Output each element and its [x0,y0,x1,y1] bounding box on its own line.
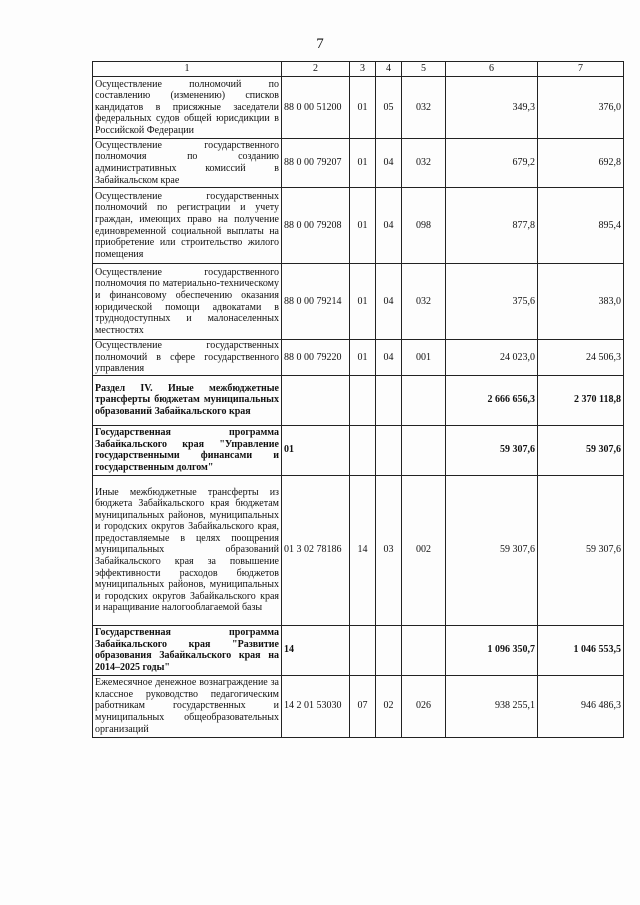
row-amount-year1: 679,2 [446,139,538,188]
row-name: Раздел IV. Иные межбюджетные трансферты бюджетам муниципальных образований Забайкальского края [93,375,282,425]
table-row-program [93,425,624,475]
table-row [93,340,624,376]
row-expense-type [402,625,446,675]
row-name: Иные межбюджетные трансферты из бюджета Забайкальского края бюджетам муниципальных районов, муниципальных и городских округов Забайкальского края, предоставляемые в целях поощрения муниципальных образований Забайкальского края за повышение эффективности расходов бюджетов муниципальных районов, муниципальных и городских округов Забайкальского края и наращивание налогооблагаемой базы [93,475,282,625]
row-amount-year2: 383,0 [538,264,624,340]
row-target-code: 88 0 00 79220 [282,340,350,376]
budget-table [92,61,624,738]
row-name: Осуществление государственного полномочия по материально-техническому и финансовому обеспечению оказания юридической помощи адвокатами в труднодоступных и малонаселенных местностях [93,264,282,340]
row-name: Осуществление государственного полномочия по созданию административных комиссий в Забайкальском крае [93,139,282,188]
row-amount-year2: 376,0 [538,77,624,139]
row-expense-type: 032 [402,264,446,340]
row-amount-year2: 59 307,6 [538,425,624,475]
row-section: 14 [350,475,376,625]
row-amount-year1: 375,6 [446,264,538,340]
row-amount-year2: 59 307,6 [538,475,624,625]
row-section: 01 [350,188,376,264]
row-name: Ежемесячное денежное вознаграждение за классное руководство педагогическим работникам государственных и муниципальных общеобразовательных организаций [93,675,282,737]
row-expense-type: 002 [402,475,446,625]
header-col-7: 7 [538,62,624,77]
row-subsection: 04 [376,264,402,340]
table-row-program [93,625,624,675]
row-section: 01 [350,264,376,340]
row-amount-year1: 24 023,0 [446,340,538,376]
row-subsection: 04 [376,340,402,376]
row-amount-year1: 59 307,6 [446,475,538,625]
table-row-section [93,375,624,425]
row-amount-year1: 349,3 [446,77,538,139]
row-target-code: 88 0 00 79207 [282,139,350,188]
row-amount-year1: 938 255,1 [446,675,538,737]
row-target-code: 88 0 00 51200 [282,77,350,139]
row-subsection: 04 [376,139,402,188]
table-row [93,188,624,264]
row-target-code: 14 2 01 53030 [282,675,350,737]
row-expense-type: 098 [402,188,446,264]
row-name: Осуществление государственных полномочий в сфере государственного управления [93,340,282,376]
row-expense-type [402,425,446,475]
row-expense-type: 001 [402,340,446,376]
page-number: 7 [316,36,324,52]
table-row [93,675,624,737]
row-amount-year2: 2 370 118,8 [538,375,624,425]
row-section: 01 [350,340,376,376]
row-section [350,425,376,475]
row-name: Государственная программа Забайкальского края "Управление государственными финансами и государственным долгом" [93,425,282,475]
row-target-code: 01 [282,425,350,475]
table-row [93,264,624,340]
row-amount-year1: 877,8 [446,188,538,264]
row-target-code: 01 3 02 78186 [282,475,350,625]
row-amount-year2: 24 506,3 [538,340,624,376]
row-subsection [376,425,402,475]
row-expense-type: 026 [402,675,446,737]
row-expense-type [402,375,446,425]
header-col-5: 5 [402,62,446,77]
row-section [350,625,376,675]
header-col-6: 6 [446,62,538,77]
row-subsection: 04 [376,188,402,264]
row-amount-year2: 895,4 [538,188,624,264]
row-amount-year2: 1 046 553,5 [538,625,624,675]
row-target-code [282,375,350,425]
row-target-code: 88 0 00 79214 [282,264,350,340]
table-row [93,77,624,139]
row-target-code: 88 0 00 79208 [282,188,350,264]
row-expense-type: 032 [402,77,446,139]
row-name: Государственная программа Забайкальского края "Развитие образования Забайкальского края на 2014–2025 годы" [93,625,282,675]
row-amount-year2: 692,8 [538,139,624,188]
header-col-3: 3 [350,62,376,77]
row-amount-year2: 946 486,3 [538,675,624,737]
row-subsection [376,625,402,675]
header-row [93,62,624,77]
row-name: Осуществление полномочий по составлению (изменению) списков кандидатов в присяжные заседатели федеральных судов общей юрисдикции в Российской Федерации [93,77,282,139]
row-subsection: 03 [376,475,402,625]
header-col-4: 4 [376,62,402,77]
row-amount-year1: 1 096 350,7 [446,625,538,675]
row-name: Осуществление государственных полномочий по регистрации и учету граждан, имеющих право на получение единовременной социальной выплаты на приобретение или строительство жилого помещения [93,188,282,264]
row-section: 07 [350,675,376,737]
table-row [93,139,624,188]
row-subsection [376,375,402,425]
row-section: 01 [350,77,376,139]
table-row [93,475,624,625]
row-amount-year1: 2 666 656,3 [446,375,538,425]
row-subsection: 02 [376,675,402,737]
row-section: 01 [350,139,376,188]
row-expense-type: 032 [402,139,446,188]
row-subsection: 05 [376,77,402,139]
header-col-2: 2 [282,62,350,77]
row-section [350,375,376,425]
row-amount-year1: 59 307,6 [446,425,538,475]
header-col-1: 1 [93,62,282,77]
row-target-code: 14 [282,625,350,675]
